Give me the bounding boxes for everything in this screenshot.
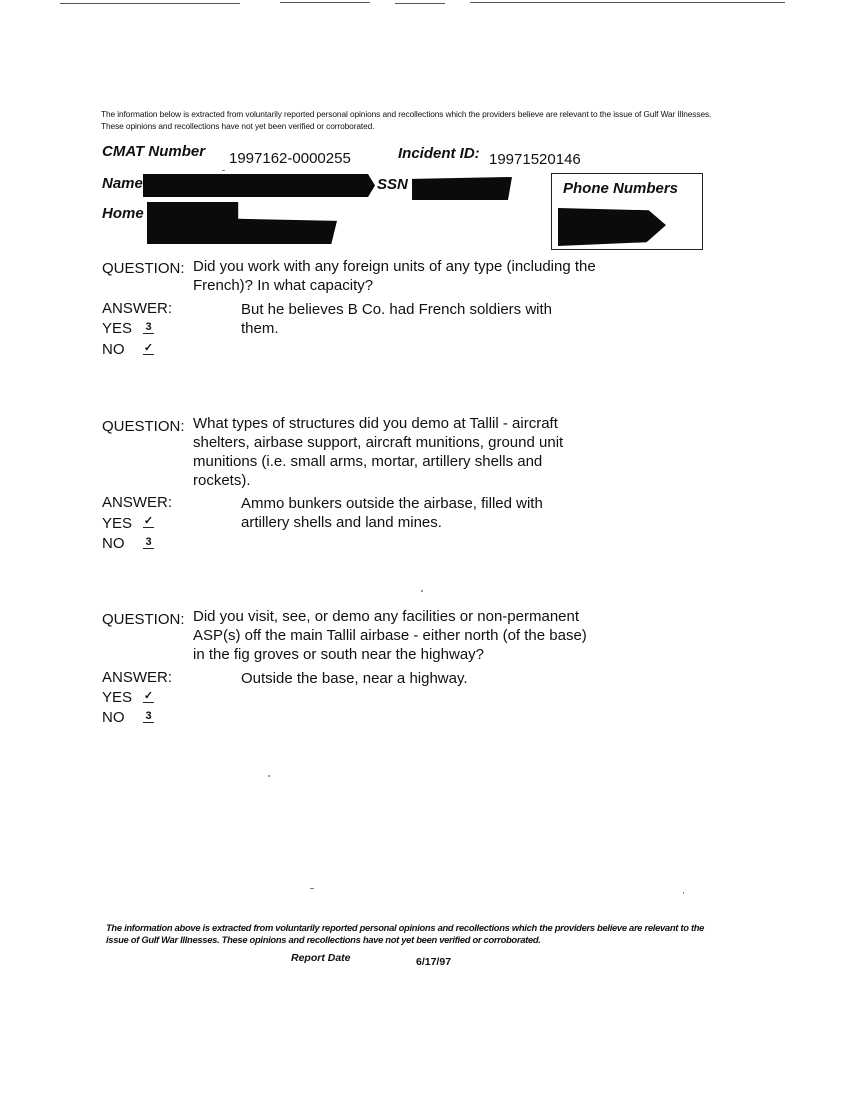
scan-speck (310, 888, 314, 889)
question-text: Did you work with any foreign units of any type (including the French)? In what capacity? (193, 258, 596, 294)
scan-line (395, 3, 445, 4)
scan-speck (222, 170, 225, 171)
report-date-value: 6/17/97 (416, 956, 452, 968)
no-checkbox[interactable]: 3 (143, 537, 154, 549)
answer-label: ANSWER: (102, 494, 173, 511)
report-date-label: Report Date (291, 952, 351, 964)
question-label: QUESTION: (102, 611, 185, 628)
yes-checkbox[interactable]: ✓ (143, 690, 154, 702)
phone-numbers-label: Phone Numbers (563, 180, 679, 197)
ssn-redaction (412, 177, 512, 200)
answer-label: ANSWER: (102, 669, 173, 686)
no-label: NO (102, 535, 125, 552)
scan-line (470, 2, 785, 3)
answer-text: Outside the base, near a highway. (241, 670, 468, 687)
yes-label: YES (102, 515, 133, 532)
question-label: QUESTION: (102, 418, 185, 435)
scan-speck (268, 775, 270, 777)
no-label: NO (102, 341, 125, 358)
answer-text: Ammo bunkers outside the airbase, filled with artillery shells and land mines. (241, 495, 543, 531)
yes-label: YES (102, 320, 133, 337)
yes-checkbox[interactable]: 3 (143, 322, 154, 334)
question-text: Did you visit, see, or demo any facilities or non-permanent ASP(s) off the main Tallil airbase - either north (of the base) in the fig groves or south near the highway? (193, 608, 587, 663)
cmat-number-value: 1997162-0000255 (229, 150, 351, 167)
answer-text: But he believes B Co. had French soldiers with them. (241, 301, 552, 337)
no-label: NO (102, 709, 125, 726)
incident-id-value: 19971520146 (489, 151, 581, 168)
no-checkbox[interactable]: ✓ (143, 342, 154, 354)
disclaimer-top: The information below is extracted from voluntarily reported personal opinions and recollections which the providers believe are relevant to the issue of Gulf War Illnesses. These opinions and recollections have not yet been verified or corroborated. (101, 109, 712, 131)
question-text: What types of structures did you demo at Tallil - aircraft shelters, airbase support, aircraft munitions, ground unit munitions (i.e. small arms, mortar, artillery shells and rockets). (193, 415, 564, 489)
yes-label: YES (102, 689, 133, 706)
disclaimer-bottom: The information above is extracted from voluntarily reported personal opinions and recollections which the providers believe are relevant to the issue of Gulf War Illnesses. These opinions and recollections have not yet been verified or corroborated. (106, 922, 705, 945)
cmat-number-label: CMAT Number (102, 143, 206, 160)
yes-checkbox[interactable]: ✓ (143, 515, 154, 527)
home-redaction (147, 202, 337, 244)
phone-redaction (558, 208, 666, 246)
scan-line (60, 3, 240, 4)
no-checkbox[interactable]: 3 (143, 711, 154, 723)
answer-label: ANSWER: (102, 300, 173, 317)
question-label: QUESTION: (102, 260, 185, 277)
scan-line (280, 2, 370, 3)
name-redaction (143, 174, 375, 197)
ssn-label: SSN (377, 176, 408, 193)
home-label: Home (102, 205, 144, 222)
name-label: Name (102, 175, 143, 192)
phone-numbers-box (551, 173, 703, 250)
incident-id-label: Incident ID: (398, 145, 480, 162)
scan-speck (421, 590, 423, 592)
scan-speck (683, 892, 684, 894)
